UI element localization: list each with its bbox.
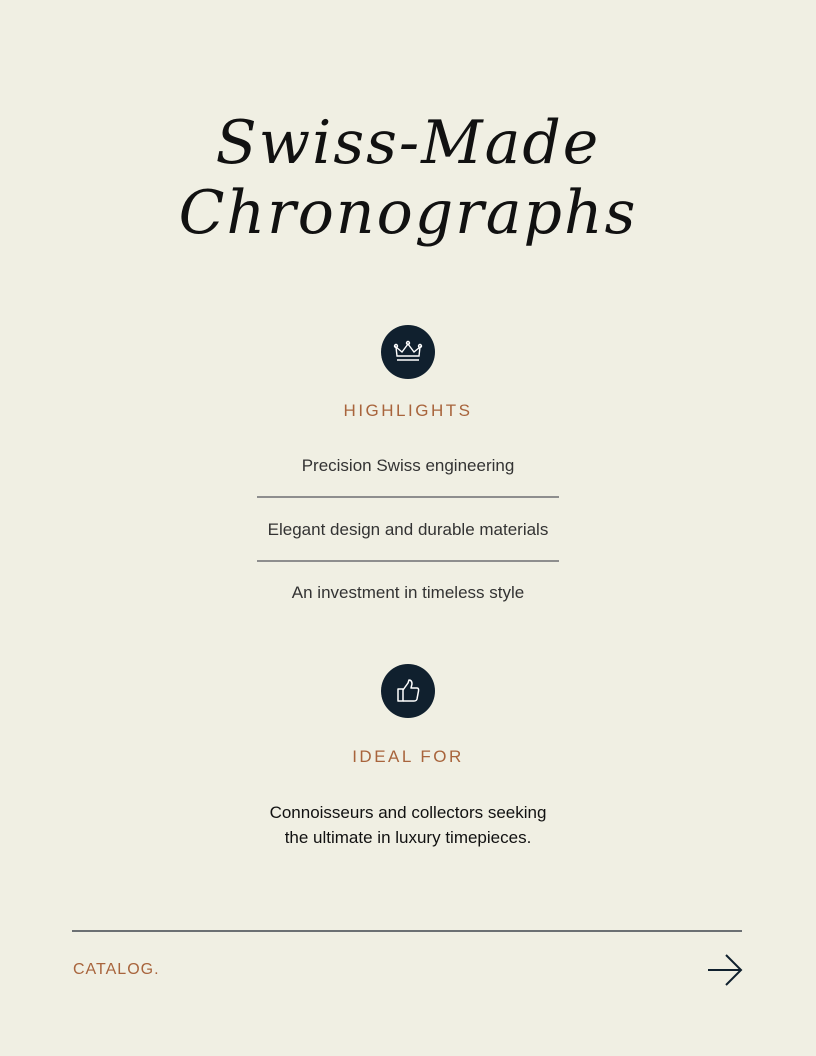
divider (257, 560, 559, 562)
arrow-right-icon[interactable] (706, 952, 744, 993)
footer-divider (72, 930, 742, 932)
divider (257, 496, 559, 498)
highlight-item: Precision Swiss engineering (301, 456, 515, 475)
thumbs-up-icon (381, 664, 435, 718)
title-line-1: Swiss-Made (215, 108, 601, 178)
ideal-for-heading: IDEAL FOR (352, 747, 464, 766)
highlight-item: An investment in timeless style (291, 583, 525, 602)
ideal-for-line-1: Connoisseurs and collectors seeking (269, 803, 547, 822)
page-title (0, 108, 816, 248)
highlight-item: Elegant design and durable materials (267, 520, 549, 539)
title-line-2: Chronographs (178, 178, 638, 248)
catalog-label: CATALOG. (73, 961, 160, 978)
crown-icon (381, 325, 435, 379)
highlights-heading: HIGHLIGHTS (343, 401, 473, 420)
ideal-for-line-2: the ultimate in luxury timepieces. (284, 828, 532, 847)
ideal-for-text (0, 800, 816, 850)
